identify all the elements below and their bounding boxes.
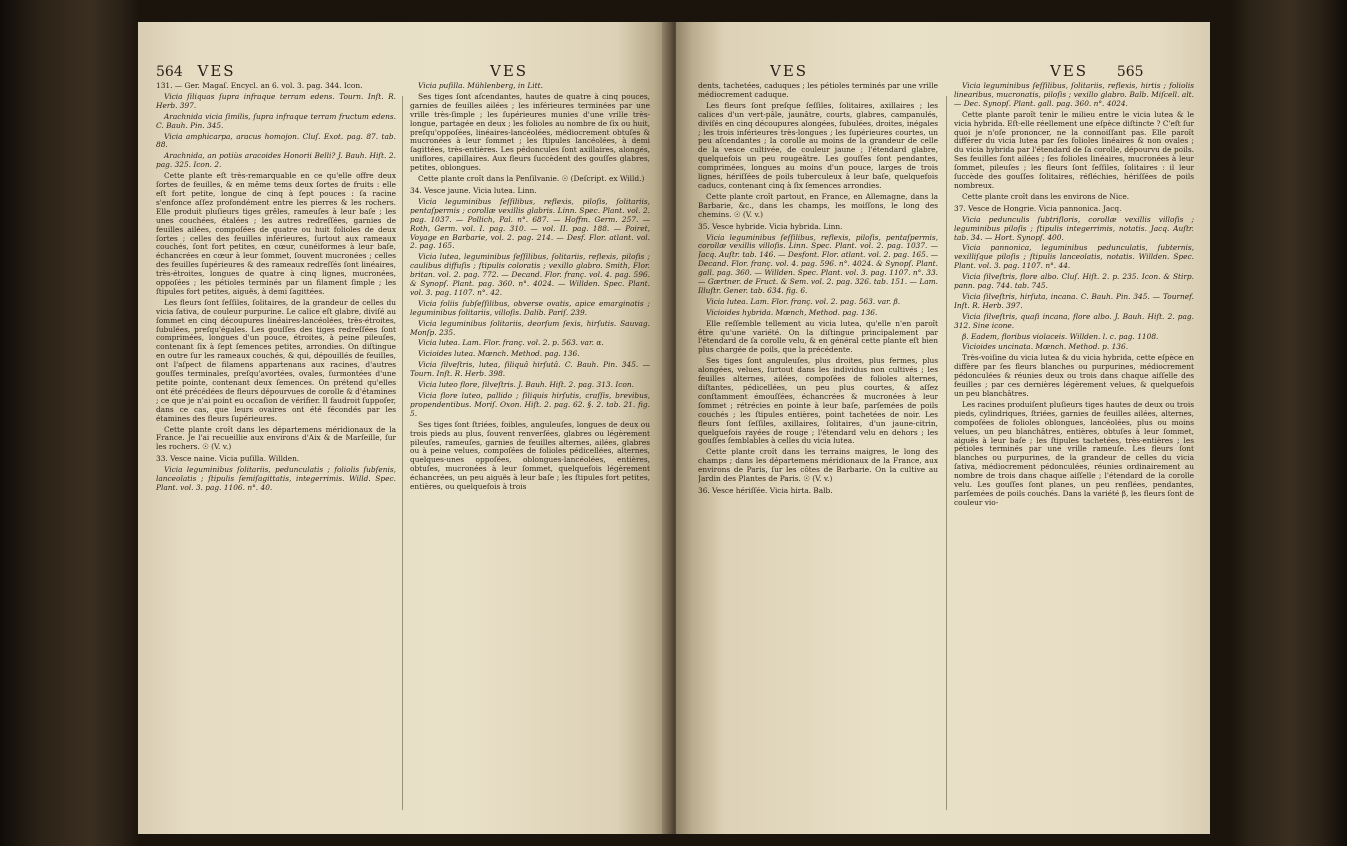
- latin-citation: Vicia pannonica, leguminibus pedunculatis, ſubternis, vexilliſque piloſis ; ſtipulis lanceolatis, notatis. Willden. Spec. Plant. vol. 3. pag. 1107. n°. 44.: [954, 243, 1194, 271]
- left-page: [138, 22, 670, 834]
- left-page-column-2: [410, 82, 650, 816]
- right-page-number: 565: [1116, 64, 1144, 80]
- right-running-head-1: VES: [770, 62, 809, 80]
- paragraph: Cette plante croît dans les départemens méridionaux de la France. Je l'ai recueillie aux environs d'Aix & de Marſeille, ſur les rochers. ☉ (V. v.): [156, 424, 396, 452]
- latin-citation: Vicia amphicarpa, aracus homojon. Cluſ. Exot. pag. 87. tab. 88.: [156, 131, 396, 150]
- latin-citation: Vicia luteo flore, ſilveſtris. J. Bauh. Hiſt. 2. pag. 313. Icon.: [418, 380, 634, 390]
- latin-citation: Vicia leguminibus ſolitariis, deorſum ſexis, hirſutis. Sauvag. Monſp. 235.: [410, 318, 650, 337]
- right-page: [676, 22, 1210, 834]
- paragraph: Cette plante croît dans les environs de Nice.: [962, 191, 1130, 201]
- paragraph: 131. — Ger. Magaſ. Encycl. an 6. vol. 3. pag. 344. Icon.: [156, 82, 363, 90]
- paragraph: Les fleurs ſont preſque ſeſſiles, ſolitaires, axillaires ; les calices d'un vert-pâle, jaunâtre, courts, glabres, campanulés, diviſés en cinq découpures alongées, ſubulées, droites, inégales ; les trois inférieures très-longues ; les ſupérieures courtes, un peu aſcendantes ; la corolle au moins de la grandeur de celle de la vesce cultivée, de couleur jaune ; l'étendard glabre, quelquefois un peu rougeâtre. Les gouſſes ſont pendantes, comprimées, longues au moins d'un pouce, larges de trois lignes, hériſſées de poils tuberculeux à leur baſe, quelquefois caducs, contenant cinq à ſix ſemences arrondies.: [698, 100, 938, 190]
- paragraph: Elle reſſemble tellement au vicia lutea, qu'elle n'en paroît être qu'une variété. On la diſtingue principalement par l'étendard de ſa corolle velu, & en général cette plante eſt bien plus chargée de poils, que la précédente.: [698, 318, 938, 355]
- latin-citation: Vicia lutea. Lam. Flor. franç. vol. 2. p. 563. var. α.: [418, 338, 604, 348]
- latin-citation: Vicia leguminibus ſeſſilibus, reflexis, piloſis, pentaſpermis, corollæ vexillis villoſis. Linn. Spec. Plant. vol. 2. pag. 1037. — Jacq. Auſtr. tab. 146. — Desfont. Flor. atlant. vol. 2. pag. 165. — Decand. Flor. franç. vol. 4. pag. 596. n°. 4024. & Synopſ. Plant. gall. pag. 360. — Willden. Spec. Plant. vol. 3. pag. 1107. n°. 33. — Gærtner. de Fruct. & Sem. vol. 2. pag. 326. tab. 151. — Lam. Illuſtr. Gener. tab. 634. fig. 6.: [698, 232, 938, 295]
- paragraph: Cette plante paroît tenir le milieu entre le vicia lutea & le vicia hybrida. Eſt-elle réellement une eſpèce diſtincte ? C'eſt ſur quoi je n'oſe prononcer, ne la connoiſſant pas. Elle paroît différer du vicia lutea par ſes folioles linéaires & non ovales ; du vicia hybrida par l'étendard de ſa corolle, dépourvu de poils. Ses feuilles ſont ailées ; ſes folioles linéaires, mucronées à leur ſommet, pileuſes ; les fleurs ſont ſeſſiles, ſolitaires : il leur ſuccède des gouſſes ſolitaires, réfléchies, hériſſées de poils nombreux.: [954, 109, 1194, 190]
- right-page-column-2: [954, 82, 1194, 816]
- latin-citation: Vicia foliis ſubſeſſilibus, obverse ovatis, apice emarginatis ; leguminibus ſolitariis, villoſis. Dalib. Pariſ. 239.: [410, 298, 650, 317]
- latin-citation: Vicioides uncinata. Mœnch. Method. p. 136.: [962, 342, 1129, 352]
- latin-citation: Vicia puſilla. Mühlenberg, in Litt.: [418, 82, 543, 90]
- latin-citation: Vicia ſilveſtris, lutea, ſiliquâ hirſutâ. C. Bauh. Pin. 345. — Tourn. Inſt. R. Herb. 398.: [410, 360, 650, 379]
- paragraph: Ses tiges ſont ſtriées, foibles, anguleuſes, longues de deux ou trois pieds au plus, ſouvent renverſées, glabres ou légèrement pileuſes, rameuſes, garnies de feuilles alternes, ailées, glabres ou à peine velues, compoſées de folioles pédicellées, alternes, quelques-unes oppoſées, oblongues-lancéolées, entières, obtuſes, mucronées à leur ſommet, quelquefois légèrement échancrées, un peu aiguës à leur baſe ; les ſtipules fort petites, entières, ou quelquefois à trois: [410, 419, 650, 492]
- latin-citation: Vicia ſilveſtris, hirſuta, incana. C. Bauh. Pin. 345. — Tournef. Inſt. R. Herb. 397.: [954, 291, 1194, 310]
- left-running-head-1: VES: [197, 62, 236, 80]
- left-page-number: 564: [156, 64, 183, 80]
- paragraph: Les racines produiſent pluſieurs tiges hautes de deux ou trois pieds, cylindriques, ſtriées, garnies de feuilles ailées, alternes, compoſées de folioles oblongues, lancéolées, plus ou moins velues, un peu blanchâtres, entières, obtuſes à leur ſommet, aiguës à leur baſe ; les ſtipules tachetées, très-entières ; les pétioles terminés par une vrille rameuſe. Les fleurs ſont blanches ou purpurines, de la grandeur de celles du vicia ſativa, médiocrement pédonculées, réunies ordinairement au nombre de trois dans chaque aiſſelle ; l'étendard de la corolle velu. Les gouſſes ſont planes, un peu renflées, pendantes, parſemées de poils couchés. Dans la variété β, les fleurs ſont de couleur vio-: [954, 399, 1194, 507]
- column-rule: [946, 96, 947, 810]
- paragraph: Cette plante croît partout, en France, en Allemagne, dans la Barbarie, &c., dans les champs, les moiſſons, le long des chemins. ☉ (V. v.): [698, 191, 938, 219]
- entry-heading: 34. Vesce jaune. Vicia lutea. Linn.: [410, 185, 537, 195]
- entry-heading: 35. Vesce hybride. Vicia hybrida. Linn.: [698, 221, 843, 231]
- latin-citation: Vicia ſilveſtris, flore albo. Cluſ. Hiſt. 2. p. 235. Icon. & Stirp. pann. pag. 744. tab. 745.: [954, 272, 1194, 291]
- left-running-head-2: VES: [490, 62, 529, 80]
- right-page-head-right: [1050, 62, 1200, 82]
- paragraph: dents, tachetées, caduques ; les pétioles terminés par une vrille médiocrement caduque.: [698, 82, 938, 99]
- paragraph: Très-voiſine du vicia lutea & du vicia hybrida, cette eſpèce en diffère par ſes fleurs blanches ou purpurines, médiocrement pédonculées & réunies deux ou trois dans chaque aiſſelle des feuilles ; par ces dernières légèrement velues, & quelquefois un peu blanchâtres.: [954, 353, 1194, 398]
- paragraph: Cette plante croît dans les terrains maigres, le long des champs ; dans les départemens méridionaux de la France, aux environs de Paris, ſur les côtes de Barbarie. On la cultive au Jardin des Plantes de Paris. ☉ (V. v.): [698, 447, 938, 484]
- entry-heading: 33. Vesce naine. Vicia puſilla. Willden.: [156, 454, 300, 464]
- left-page-column-1: [156, 82, 396, 816]
- latin-citation: Vicioides hybrida. Mœnch, Method. pag. 136.: [706, 307, 878, 317]
- latin-citation: Vicia ſilveſtris, quaſi incana, flore albo. J. Bauh. Hiſt. 2. pag. 312. Sine icone.: [954, 311, 1194, 330]
- right-running-head-2: VES: [1050, 62, 1089, 80]
- left-page-head-left: [156, 62, 306, 82]
- latin-citation: Vicioides lutea. Mœnch. Method. pag. 136.: [418, 349, 580, 359]
- right-page-column-1: [698, 82, 938, 816]
- paragraph: Ses tiges ſont anguleuſes, plus droites, plus fermes, plus alongées, velues, ſurtout dans les individus non cultivés ; les feuilles alternes, ailées, compoſées de folioles alternes, diſtantes, pédicellées, un peu plus courtes, & aſſez conſtamment émouſſées, échancrées & mucronées à leur ſommet ; rétrécies en pointe à leur baſe, parſemées de poils couchés ; les ſtipules entières, point tachetées de noir. Les fleurs ſont ſeſſiles, axillaires, ſolitaires, d'un jaune-citrin, quelquefois rayées de rouge ; l'étendard velu en dehors ; les gouſſes ſemblables à celles du vicia lutea.: [698, 356, 938, 446]
- paragraph: Les fleurs ſont ſeſſiles, ſolitaires, de la grandeur de celles du vicia ſativa, de couleur purpurine. Le calice eſt glabre, diviſé au ſommet en cinq découpures linéaires-lancéolées, très-étroites, ſubulées, preſqu'égales. Les gouſſes des tiges redreſſées ſont comprimées, longues d'un pouce, étroites, à peine pileuſes, contenant ſix à ſept ſemences petites, arrondies. On diſtingue en outre ſur les rameaux couchés, & qui, dépouillés de feuilles, ont l'aſpect de filamens appartenans aux racines, d'autres gouſſes terminales, preſqu'avortées, ovales, ſurmontées d'une petite pointe, contenant deux ſemences. On prétend qu'elles ont été précédées de fleurs dépourvues de corolle & d'étamines ; ce que je n'ai point eu occaſion de vérifier. Il faudroit ſuppoſer, dans ce cas, que leurs ovaires ont été fécondés par les étamines des fleurs ſupérieures.: [156, 297, 396, 423]
- latin-citation: Vicia lutea, leguminibus ſeſſilibus, ſolitariis, reflexis, piloſis ; caulibus diffuſis ; ſtipulis coloratis ; vexillo glabro. Smith, Flor. britan. vol. 2. pag. 772. — Decand. Flor. franç. vol. 4. pag. 596. & Synopſ. Plant. pag. 360. n°. 4024. — Willden. Spec. Plant. vol. 3. pag. 1107. n°. 42.: [410, 252, 650, 297]
- latin-citation: Vicia pedunculis ſubtriſloris, corollæ vexillis villoſis ; leguminibus piloſis ; ſtipulis integerrimis, notatis. Jacq. Auſtr. tab. 34. — Hort. Synopſ. 400.: [954, 214, 1194, 242]
- latin-citation: β. Eadem, floribus violaceis. Willden. l. c. pag. 1108.: [962, 331, 1159, 341]
- paragraph: Cette plante croît dans la Penſilvanie. ☉ (Deſcript. ex Willd.): [418, 174, 645, 184]
- latin-citation: Arachnida, an potiùs aracoides Honorii Belli? J. Bauh. Hiſt. 2. pag. 325. Icon. 2.: [156, 151, 396, 170]
- latin-citation: Vicia leguminibus ſeſſilibus, reflexis, piloſis, ſolitariis, pentaſpermis ; corollæ vexillis glabris. Linn. Spec. Plant. vol. 2. pag. 1037. — Pollich, Pal. n°. 687. — Hoffm. Germ. 257. — Roth, Germ. vol. I. pag. 310. — vol. II. pag. 188. — Poiret, Voyage en Barbarie, vol. 2. pag. 214. — Desf. Flor. atlant. vol. 2. pag. 165.: [410, 196, 650, 251]
- latin-citation: Vicia leguminibus ſolitariis, pedunculatis ; foliolis ſubſenis, lanceolatis ; ſtipulis ſemiſagittatis, integerrimis. Willd. Spec. Plant. vol. 3. pag. 1106. n°. 40.: [156, 465, 396, 492]
- latin-citation: Arachnida vicia ſimilis, ſupra infraque terram fructum edens. C. Bauh. Pin. 345.: [156, 111, 396, 130]
- entry-heading: 37. Vesce de Hongrie. Vicia pannonica. Jacq.: [954, 203, 1122, 213]
- latin-citation: Vicia leguminibus ſeſſilibus, ſolitariis, reflexis, hirtis ; foliolis linearibus, mucronatis, piloſis ; vexillo glabro. Balb. Miſcell. alt. — Dec. Synopſ. Plant. gall. pag. 360. n°. 4024.: [954, 82, 1194, 108]
- paragraph: Cette plante eſt très-remarquable en ce qu'elle offre deux ſortes de feuilles, & en même tems deux ſortes de fruits : elle eſt fort petite, longue de cinq à ſept pouces : ſa racine s'enfonce aſſez profondément entre les pierres & les rochers. Elle produit pluſieurs tiges grêles, rameuſes à leur baſe ; les unes couchées, étalées ; les autres redreſſées, garnies de feuilles ailées, compoſées de quatre ou huit folioles de deux ſortes ; celles des feuilles inférieures, ſurtout aux rameaux couchés, ſont fort petites, en cœur, cunéiformes à leur baſe, échancrées en cœur à leur ſommet, ſouvent mucronées ; celles des feuilles ſupérieures & des rameaux redreſſés ſont linéaires, très-étroites, longues de quatre à cinq lignes, mucronées, oppoſées ; les pétioles terminés par un filament ſimple ; les ſtipules fort petites, aiguës, à demi ſagittées.: [156, 171, 396, 296]
- latin-citation: Vicia lutea. Lam. Flor. franç. vol. 2. pag. 563. var. β.: [706, 296, 901, 306]
- latin-citation: Vicia ſiliquas ſupra infraque terram edens. Tourn. Inſt. R. Herb. 397.: [156, 91, 396, 110]
- column-rule: [402, 96, 403, 810]
- latin-citation: Vicia flore luteo, pallido ; ſiliquis hirſutis, craſſis, brevibus, propendentibus. Moriſ. Oxon. Hiſt. 2. pag. 62. §. 2. tab. 21. fig. 5.: [410, 391, 650, 418]
- paragraph: Ses tiges ſont aſcendantes, hautes de quatre à cinq pouces, garnies de feuilles ailées ; les inférieures terminées par une vrille très-ſimple ; les ſupérieures munies d'une vrille très-longue, partagée en deux ; les folioles au nombre de ſix ou huit, preſqu'oppoſées, linéaires-lancéolées, médiocrement obtuſes & mucronées à leur ſommet ; les ſtipules lancéolées, à demi ſagittées, très-entières. Les pédoncules ſont axillaires, alongés, uniflores, capillaires. Aux fleurs ſuccèdent des gouſſes glabres, petites, oblongues.: [410, 91, 650, 173]
- entry-heading: 36. Vesce hériſſée. Vicia hirta. Balb.: [698, 485, 833, 495]
